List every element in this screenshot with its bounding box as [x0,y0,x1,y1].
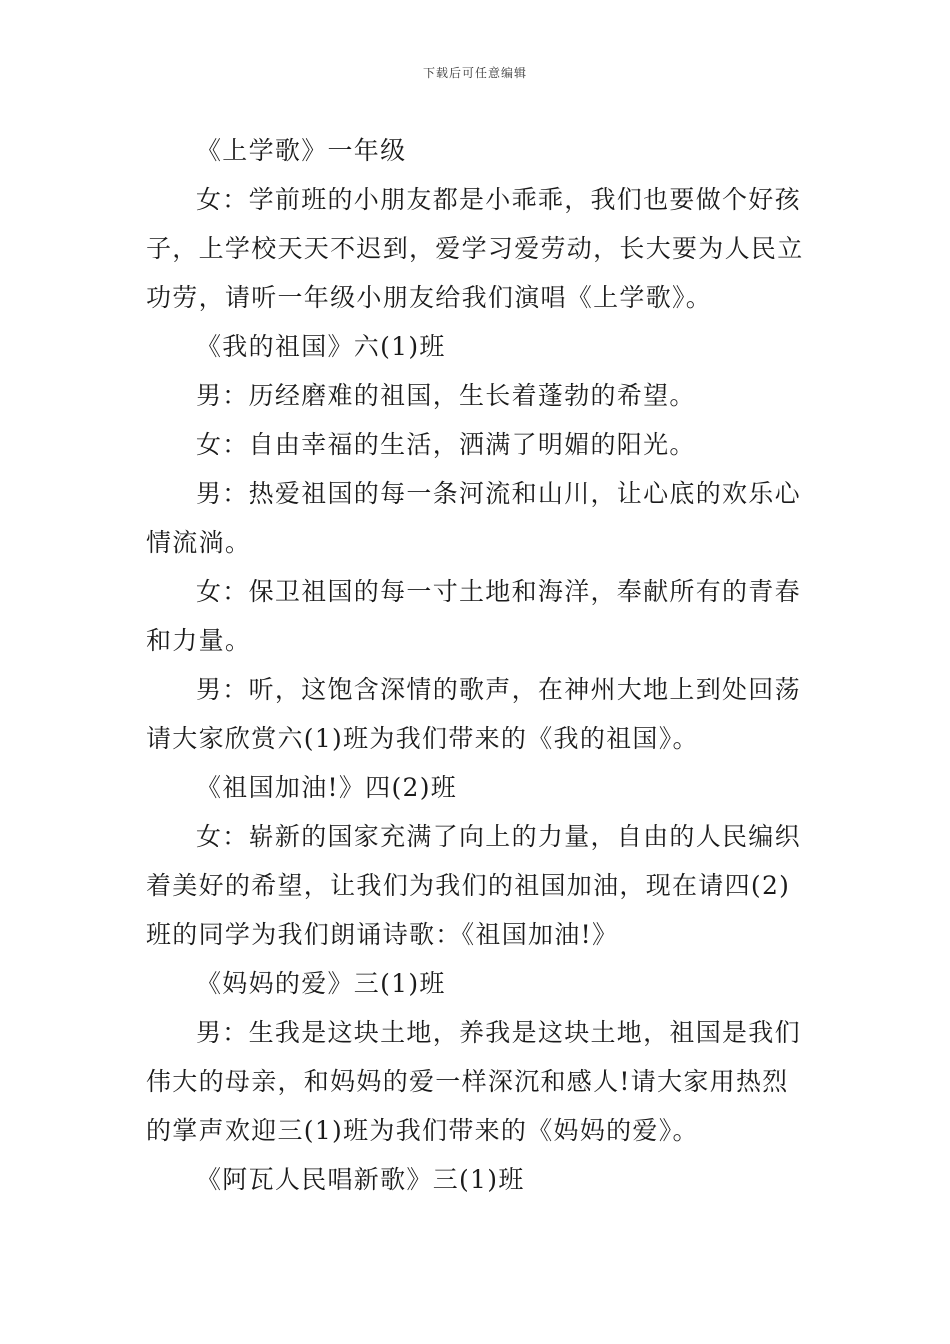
host-line-6: 男：听，这饱含深情的歌声，在神州大地上到处回荡请大家欣赏六(1)班为我们带来的《我的祖国》。 [146,675,801,753]
host-line-1: 女：学前班的小朋友都是小乖乖，我们也要做个好孩子，上学校天天不迟到，爱学习爱劳动，长大要为人民立功劳，请听一年级小朋友给我们演唱《上学歌》。 [146,185,804,312]
host-line-7: 女：崭新的国家充满了向上的力量，自由的人民编织着美好的希望，让我们为我们的祖国加油，现在请四(2)班的同学为我们朗诵诗歌：《祖国加油!》 [146,822,801,949]
page-header-note: 下载后可任意编辑 [422,66,527,80]
program-title-1: 《上学歌》一年级 [196,136,407,165]
program-title-2: 《我的祖国》六(1)班 [196,332,446,361]
program-title-4: 《妈妈的爱》三(1)班 [196,969,446,998]
host-line-8: 男：生我是这块土地，养我是这块土地，祖国是我们伟大的母亲，和妈妈的爱一样深沉和感人!请大家用热烈的掌声欢迎三(1)班为我们带来的《妈妈的爱》。 [146,1018,801,1145]
program-title-5: 《阿瓦人民唱新歌》三(1)班 [196,1165,525,1194]
program-title-3: 《祖国加油!》四(2)班 [196,773,458,802]
host-line-3: 女：自由幸福的生活，洒满了明媚的阳光。 [196,430,696,459]
host-line-2: 男：历经磨难的祖国，生长着蓬勃的希望。 [196,381,696,410]
document-body [146,126,808,1204]
host-line-5: 女：保卫祖国的每一寸土地和海洋，奉献所有的青春和力量。 [146,577,801,655]
host-line-4: 男：热爱祖国的每一条河流和山川，让心底的欢乐心情流淌。 [146,479,801,557]
